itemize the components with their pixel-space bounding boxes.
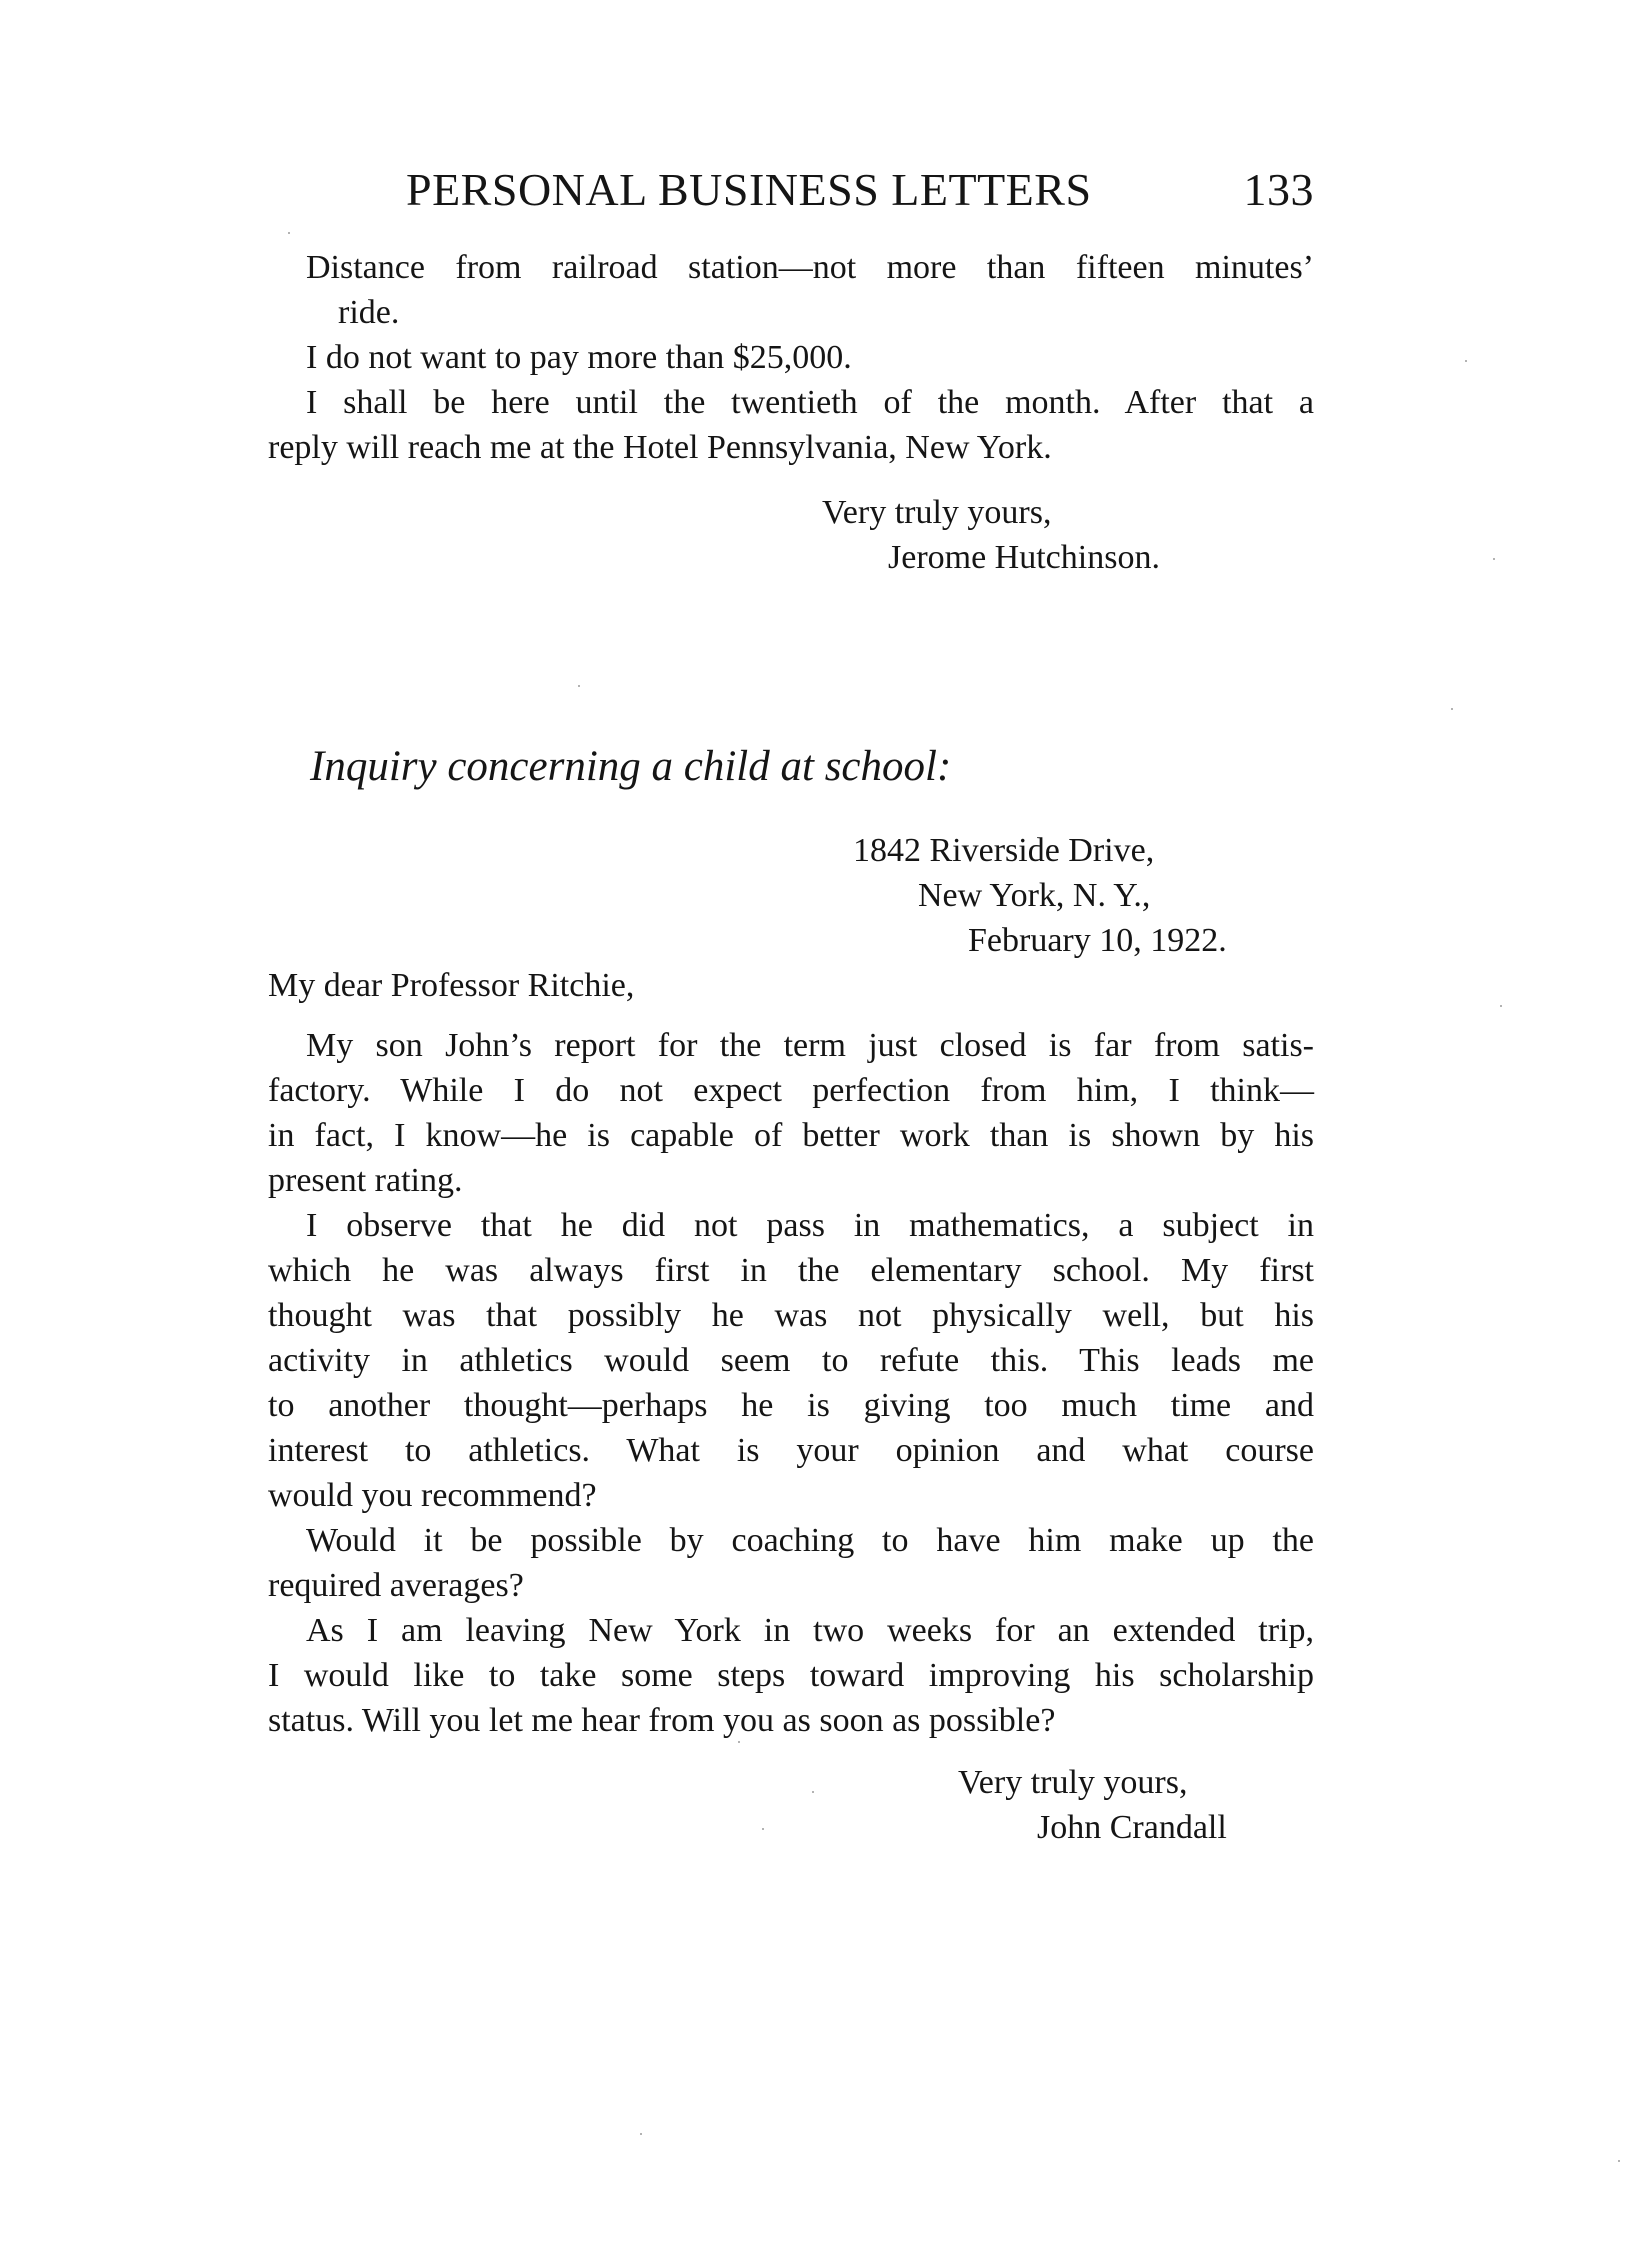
letter-date: February 10, 1922. [968,922,1227,959]
page-number: 133 [1243,164,1314,215]
letter-two-line: Would it be possible by coaching to have him make up the [306,1522,1314,1559]
letter-one-line: ride. [338,294,400,331]
address-street: 1842 Riverside Drive, [853,832,1155,869]
paper-speck [640,2133,642,2135]
letter-one-line: I shall be here until the twentieth of the month. After that a [306,384,1314,421]
letter-one-line: I do not want to pay more than $25,000. [306,339,852,376]
letter-two-line: thought was that possibly he was not physically well, but his [268,1297,1314,1334]
paper-speck [738,1741,740,1743]
letter-two-line: interest to athletics. What is your opinion and what course [268,1432,1314,1469]
paper-speck [578,685,580,687]
running-header [406,160,1314,220]
letter-two-line: present rating. [268,1162,463,1199]
letter-one-signature: Jerome Hutchinson. [888,539,1160,576]
letter-two-line: My son John’s report for the term just closed is far from satis- [306,1027,1314,1064]
paper-speck [812,1791,814,1793]
letter-two-line: I would like to take some steps toward improving his scholarship [268,1657,1314,1694]
letter-two-closing: Very truly yours, [958,1764,1188,1801]
letter-one-line: reply will reach me at the Hotel Pennsylvania, New York. [268,429,1052,466]
running-title: PERSONAL BUSINESS LETTERS [406,164,1092,215]
letter-two-line: As I am leaving New York in two weeks for an extended trip, [306,1612,1314,1649]
letter-two-line: required averages? [268,1567,524,1604]
letter-two-line: factory. While I do not expect perfection from him, I think— [268,1072,1314,1109]
letter-two-line: activity in athletics would seem to refute this. This leads me [268,1342,1314,1379]
salutation: My dear Professor Ritchie, [268,967,635,1004]
letter-two-line: which he was always first in the elementary school. My first [268,1252,1314,1289]
letter-two-line: in fact, I know—he is capable of better work than is shown by his [268,1117,1314,1154]
paper-speck [1500,1005,1502,1007]
paper-speck [762,1828,764,1830]
paper-speck [1493,558,1495,560]
letter-two-line: status. Will you let me hear from you as soon as possible? [268,1702,1056,1739]
letter-one-closing: Very truly yours, [822,494,1052,531]
letter-one-body [268,245,1314,470]
section-heading: Inquiry concerning a child at school: [310,743,952,790]
letter-two-line: would you recommend? [268,1477,597,1514]
letter-two-line: I observe that he did not pass in mathematics, a subject in [306,1207,1314,1244]
letter-two-line: to another thought—perhaps he is giving too much time and [268,1387,1314,1424]
paper-speck [1451,708,1453,710]
letter-two-signature: John Crandall [1037,1809,1227,1846]
paper-speck [1465,360,1467,362]
address-city: New York, N. Y., [918,877,1151,914]
paper-speck [288,232,290,234]
letter-one-line: Distance from railroad station—not more than fifteen minutes’ [306,249,1314,286]
letter-two-body [268,1023,1314,1743]
paper-speck [1618,2160,1620,2162]
